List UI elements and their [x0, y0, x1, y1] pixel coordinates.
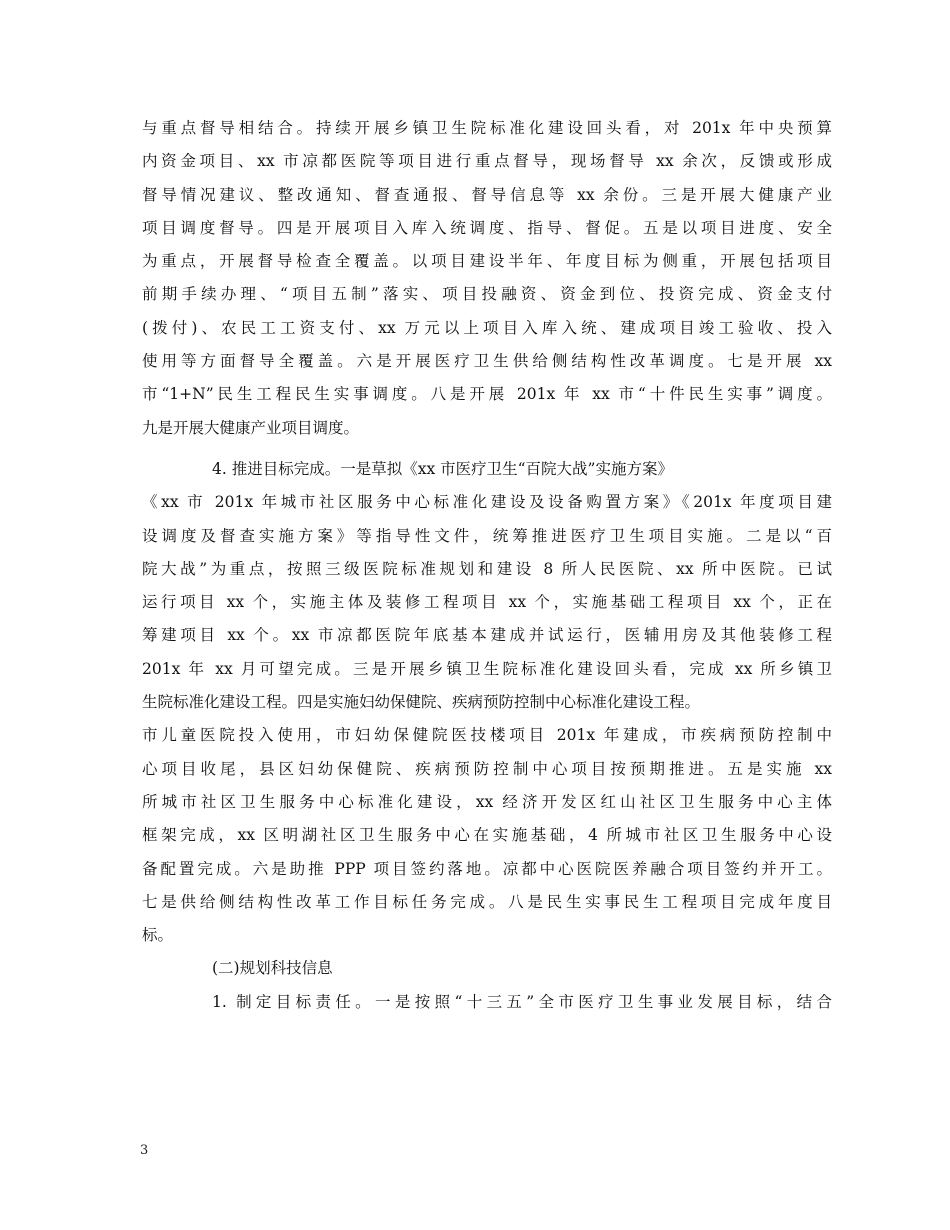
text-line: 七是供给侧结构性改革工作目标任务完成。八是民生实事民生工程项目完成年度目: [142, 892, 832, 911]
text-line: 筹建项目 xx 个。xx 市凉都医院年底基本建成并试运行，医辅用房及其他装修工程: [142, 626, 832, 645]
page-number: 3: [140, 1143, 149, 1158]
text-line: 备配置完成。六是助推 PPP 项目签约落地。凉都中心医院医养融合项目签约并开工。: [142, 859, 832, 878]
text-line: 框架完成，xx 区明湖社区卫生服务中心在实施基础，4 所城市社区卫生服务中心设: [142, 826, 832, 845]
text-line: 项目调度督导。四是开展项目入库入统调度、指导、督促。五是以项目进度、安全: [142, 218, 832, 237]
document-body: [142, 112, 832, 1019]
text-line: 与重点督导相结合。持续开展乡镇卫生院标准化建设回头看，对 201x 年中央预算: [142, 119, 832, 137]
text-line: 九是开展大健康产业项目调度。: [142, 418, 360, 437]
text-line: 所城市社区卫生服务中心标准化建设，xx 经济开发区红山社区卫生服务中心主体: [142, 792, 832, 811]
text-line: 内资金项目、xx 市凉都医院等项目进行重点督导，现场督导 xx 余次，反馈或形成: [142, 152, 832, 171]
text-line: (拨付)、农民工工资支付、xx 万元以上项目入库入统、建成项目竣工验收、投入: [142, 318, 832, 337]
text-line: 市“1+N”民生工程民生实事调度。八是开展 201x 年 xx 市“十件民生实事”调度。: [142, 385, 832, 404]
text-line: 院大战”为重点，按照三级医院标准规划和建设 8 所人民医院、xx 所中医院。已试: [142, 559, 832, 578]
text-line: 1. 制定目标责任。一是按照“十三五”全市医疗卫生事业发展目标，结合: [212, 992, 832, 1011]
text-line: 《xx 市 201x 年城市社区服务中心标准化建设及设备购置方案》《201x 年度项目建: [142, 493, 832, 512]
text-line: 设调度及督查实施方案》等指导性文件，统筹推进医疗卫生项目实施。二是以“百: [142, 526, 832, 545]
text-line: 201x 年 xx 月可望完成。三是开展乡镇卫生院标准化建设回头看，完成 xx 所乡镇卫: [142, 659, 832, 678]
text-line: 心项目收尾，县区妇幼保健院、疾病预防控制中心项目按预期推进。五是实施 xx: [142, 759, 832, 778]
paragraph-1: [142, 112, 832, 445]
text-line: 前期手续办理、“项目五制”落实、项目投融资、资金到位、投资完成、资金支付: [142, 285, 832, 304]
text-line: 运行项目 xx 个，实施主体及装修工程项目 xx 个，实施基础工程项目 xx 个，正在: [142, 593, 832, 612]
section-heading: (二)规划科技信息: [212, 959, 333, 978]
text-line: 使用等方面督导全覆盖。六是开展医疗卫生供给侧结构性改革调度。七是开展 xx: [142, 352, 832, 371]
text-line: 生院标准化建设工程。四是实施妇幼保健院、疾病预防控制中心标准化建设工程。: [142, 693, 701, 712]
text-line: 为重点，开展督导检查全覆盖。以项目建设半年、年度目标为侧重，开展包括项目: [142, 252, 832, 271]
text-line: 督导情况建议、整改通知、督查通报、督导信息等 xx 余份。三是开展大健康产业: [142, 185, 832, 204]
text-line: 4. 推进目标完成。一是草拟《xx 市医疗卫生“百院大战”实施方案》: [212, 459, 673, 478]
paragraph-2: [142, 453, 832, 952]
paragraph-3: [142, 986, 832, 1019]
paragraph-gap: [142, 445, 832, 453]
text-line: 市儿童医院投入使用，市妇幼保健院医技楼项目 201x 年建成，市疾病预防控制中: [142, 726, 832, 745]
text-line: 标。: [142, 926, 174, 945]
